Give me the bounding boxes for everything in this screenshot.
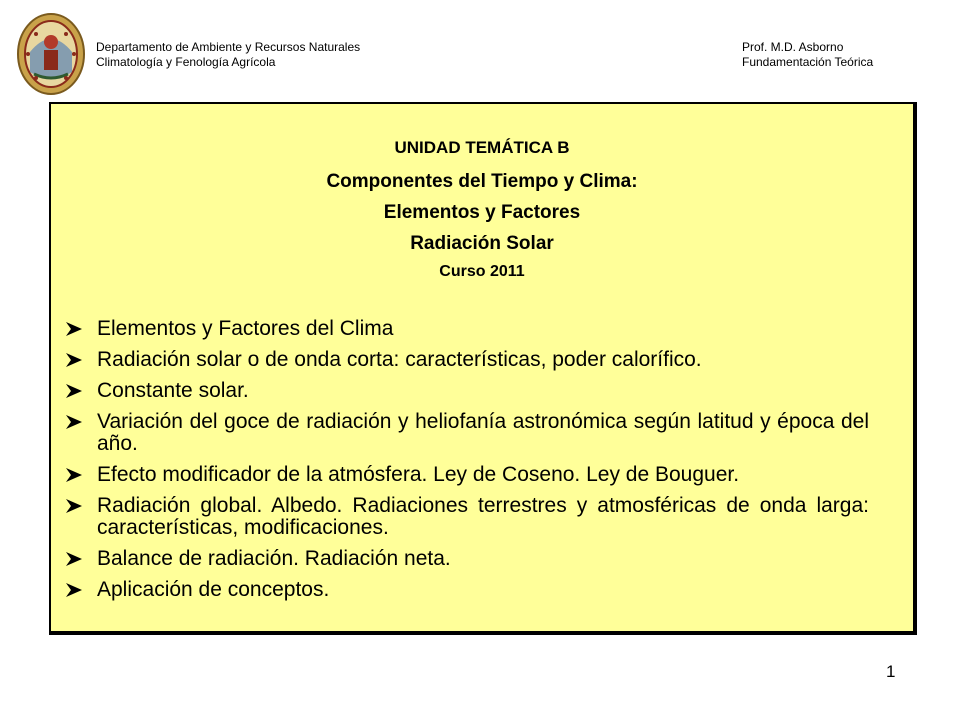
department-name: Departamento de Ambiente y Recursos Naturales [96, 40, 361, 54]
course-year: Curso 2011 [439, 263, 525, 280]
main-title: Componentes del Tiempo y Clima: [326, 171, 638, 192]
topic-text: Aplicación de conceptos. [97, 578, 330, 601]
topic-item [61, 349, 869, 371]
header-left [96, 40, 360, 70]
topic-text: Elementos y Factores del Clima [97, 317, 394, 340]
arrow-check-bullet-icon [65, 551, 83, 567]
unit-heading: UNIDAD TEMÁTICA B [394, 138, 570, 157]
topic-title: Radiación Solar [410, 233, 554, 254]
arrow-check-bullet-icon [65, 321, 83, 337]
course-subject: Climatología y Fenología Agrícola [96, 55, 276, 69]
arrow-check-bullet-icon [65, 582, 83, 598]
topics-list [61, 318, 869, 610]
topic-text: Radiación solar o de onda corta: características, poder calorífico. [97, 348, 702, 371]
topic-item [61, 495, 869, 539]
topic-item [61, 579, 869, 601]
university-seal-icon [16, 12, 86, 96]
topic-text: Constante solar. [97, 379, 249, 402]
subtitle: Elementos y Factores [383, 202, 581, 223]
topic-item [61, 411, 869, 455]
arrow-check-bullet-icon [65, 352, 83, 368]
header-right [742, 40, 873, 70]
arrow-check-bullet-icon [65, 467, 83, 483]
topic-text: Radiación global. Albedo. Radiaciones terrestres y atmosféricas de onda larga: características, modificaciones. [97, 494, 869, 539]
arrow-check-bullet-icon [65, 383, 83, 399]
content-card [49, 102, 917, 635]
topic-text: Variación del goce de radiación y heliofanía astronómica según latitud y época del año. [97, 410, 869, 455]
section-name: Fundamentación Teórica [742, 55, 874, 69]
topic-item [61, 464, 869, 486]
arrow-check-bullet-icon [65, 498, 83, 514]
professor-name: Prof. M.D. Asborno [742, 40, 844, 54]
topic-text: Efecto modificador de la atmósfera. Ley de Coseno. Ley de Bouguer. [97, 463, 740, 486]
arrow-check-bullet-icon [65, 414, 83, 430]
topic-item [61, 548, 869, 570]
topic-item [61, 380, 869, 402]
page-number: 1 [886, 662, 896, 681]
topic-text: Balance de radiación. Radiación neta. [97, 547, 451, 570]
title-block [51, 138, 913, 283]
topic-item [61, 318, 869, 340]
